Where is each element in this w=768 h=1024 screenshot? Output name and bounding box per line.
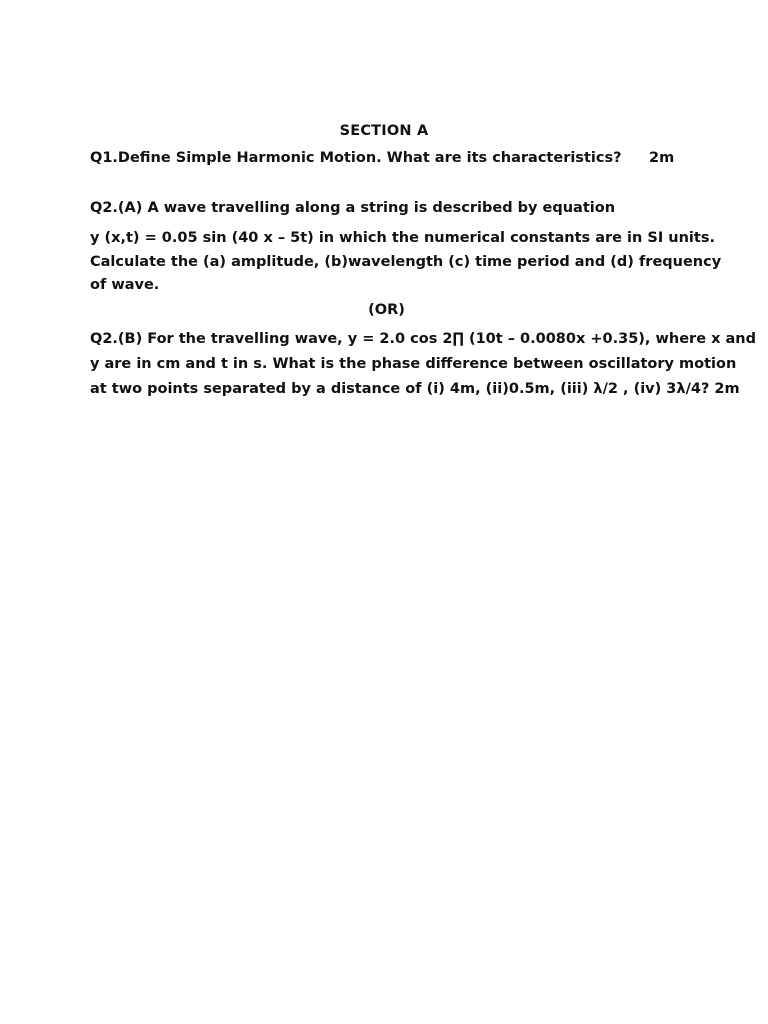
question-2b-line-1: Q2.(B) For the travelling wave, y = 2.0 cos 2∏ (10t – 0.0080x +0.35), where x and — [90, 331, 756, 347]
question-1-text: Q1.Define Simple Harmonic Motion. What are its characteristics? — [90, 150, 622, 166]
question-2a-line-4: of wave. — [90, 277, 160, 293]
or-separator: (OR) — [368, 302, 405, 318]
question-2a-line-1: Q2.(A) A wave travelling along a string is described by equation — [90, 200, 616, 216]
question-2a-line-3: Calculate the (a) amplitude, (b)wavelength (c) time period and (d) frequency — [90, 254, 722, 270]
question-2a-line-2: y (x,t) = 0.05 sin (40 x – 5t) in which the numerical constants are in SI units. — [90, 230, 715, 246]
question-2b-line-2: y are in cm and t in s. What is the phase difference between oscillatory motion — [90, 356, 737, 372]
section-title: SECTION A — [339, 123, 429, 139]
question-1-marks: 2m — [649, 150, 675, 166]
question-2b-line-3: at two points separated by a distance of (i) 4m, (ii)0.5m, (iii) λ/2 , (iv) 3λ/4? 2m — [90, 381, 740, 397]
